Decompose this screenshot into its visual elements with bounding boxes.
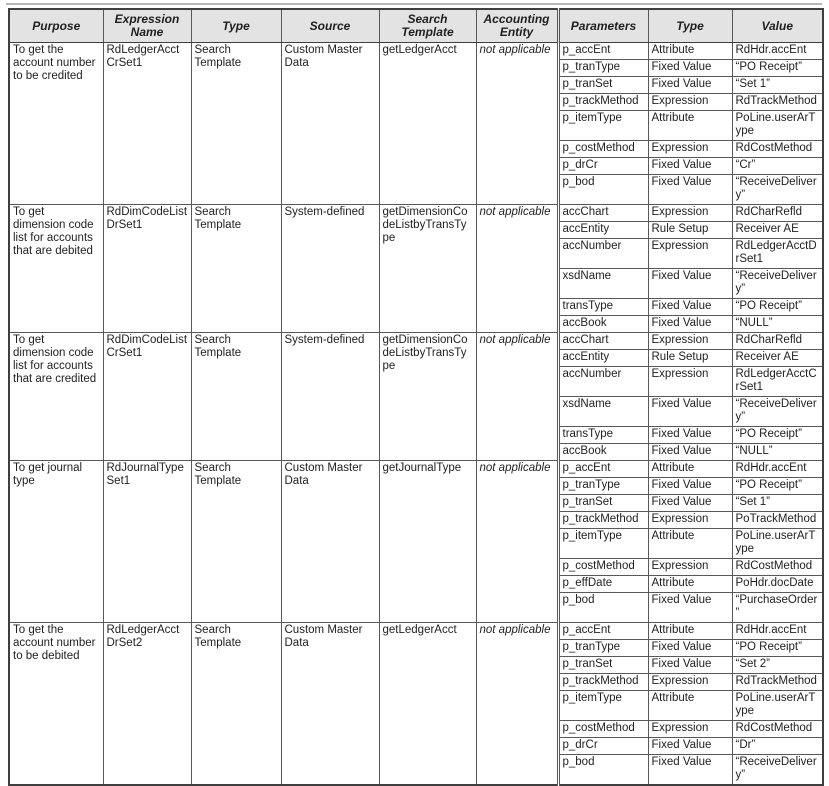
param-type-cell: Fixed Value <box>648 175 732 205</box>
param-type-cell: Expression <box>648 512 732 529</box>
param-type-cell: Expression <box>648 141 732 158</box>
param-type-cell: Expression <box>648 674 732 691</box>
param-name-cell: p_bod <box>558 175 648 205</box>
param-type-cell: Expression <box>648 239 732 269</box>
param-type-cell: Expression <box>648 205 732 222</box>
accounting-entity-cell: not applicable <box>476 205 558 333</box>
param-name-cell: xsdName <box>558 269 648 299</box>
col-header-parameters: Parameters <box>558 9 648 43</box>
param-type-cell: Attribute <box>648 111 732 141</box>
accounting-entity-cell: not applicable <box>476 461 558 623</box>
param-value-cell: RdLedgerAcctCrSet1 <box>732 367 823 397</box>
param-value-cell: RdHdr.accEnt <box>732 43 823 60</box>
source-cell: Custom Master Data <box>281 623 379 786</box>
table-row <box>9 205 823 222</box>
param-value-cell: “PO Receipt” <box>732 478 823 495</box>
param-type-cell: Fixed Value <box>648 397 732 427</box>
header-row <box>9 9 823 43</box>
expression-definitions-table <box>8 8 824 786</box>
col-header-source: Source <box>281 9 379 43</box>
col-header-expression-name: Expression Name <box>103 9 191 43</box>
param-type-cell: Fixed Value <box>648 444 732 461</box>
param-type-cell: Fixed Value <box>648 478 732 495</box>
col-header-param-type: Type <box>648 9 732 43</box>
param-value-cell: PoHdr.docDate <box>732 576 823 593</box>
param-value-cell: “PO Receipt” <box>732 299 823 316</box>
param-name-cell: transType <box>558 427 648 444</box>
source-cell: Custom Master Data <box>281 461 379 623</box>
param-type-cell: Attribute <box>648 43 732 60</box>
param-type-cell: Attribute <box>648 576 732 593</box>
param-value-cell: RdHdr.accEnt <box>732 623 823 640</box>
param-type-cell: Attribute <box>648 461 732 478</box>
param-type-cell: Rule Setup <box>648 350 732 367</box>
param-value-cell: RdCharRefld <box>732 205 823 222</box>
param-name-cell: accNumber <box>558 367 648 397</box>
param-name-cell: p_tranType <box>558 640 648 657</box>
param-type-cell: Fixed Value <box>648 427 732 444</box>
col-header-purpose: Purpose <box>9 9 103 43</box>
param-value-cell: “Dr” <box>732 738 823 755</box>
param-name-cell: p_bod <box>558 755 648 786</box>
param-name-cell: p_trackMethod <box>558 674 648 691</box>
param-value-cell: “NULL” <box>732 316 823 333</box>
param-name-cell: accEntity <box>558 222 648 239</box>
param-value-cell: “ReceiveDelivery” <box>732 269 823 299</box>
param-value-cell: “Set 2” <box>732 657 823 674</box>
param-value-cell: “Set 1” <box>732 495 823 512</box>
param-name-cell: accBook <box>558 316 648 333</box>
param-type-cell: Expression <box>648 94 732 111</box>
col-header-type: Type <box>191 9 281 43</box>
param-value-cell: RdTrackMethod <box>732 94 823 111</box>
param-value-cell: PoLine.userArType <box>732 111 823 141</box>
param-value-cell: Receiver AE <box>732 222 823 239</box>
param-value-cell: “PurchaseOrder” <box>732 593 823 623</box>
param-name-cell: accBook <box>558 444 648 461</box>
param-type-cell: Fixed Value <box>648 738 732 755</box>
param-type-cell: Fixed Value <box>648 495 732 512</box>
param-type-cell: Fixed Value <box>648 299 732 316</box>
param-name-cell: p_tranSet <box>558 657 648 674</box>
param-value-cell: “ReceiveDelivery” <box>732 755 823 786</box>
table-row <box>9 623 823 640</box>
param-value-cell: Receiver AE <box>732 350 823 367</box>
param-name-cell: accChart <box>558 333 648 350</box>
param-value-cell: RdLedgerAcctDrSet1 <box>732 239 823 269</box>
param-name-cell: transType <box>558 299 648 316</box>
source-cell: System-defined <box>281 205 379 333</box>
param-name-cell: p_effDate <box>558 576 648 593</box>
param-value-cell: PoTrackMethod <box>732 512 823 529</box>
purpose-cell: To get the account number to be credited <box>9 43 103 205</box>
param-value-cell: “NULL” <box>732 444 823 461</box>
param-name-cell: p_itemType <box>558 529 648 559</box>
type-cell: Search Template <box>191 205 281 333</box>
param-name-cell: p_trackMethod <box>558 94 648 111</box>
param-type-cell: Expression <box>648 333 732 350</box>
param-name-cell: p_costMethod <box>558 559 648 576</box>
purpose-cell: To get journal type <box>9 461 103 623</box>
param-value-cell: “Cr” <box>732 158 823 175</box>
search-template-cell: getJournalType <box>379 461 476 623</box>
param-name-cell: accChart <box>558 205 648 222</box>
param-value-cell: PoLine.userArType <box>732 529 823 559</box>
table-row <box>9 333 823 350</box>
param-name-cell: p_itemType <box>558 111 648 141</box>
purpose-cell: To get dimension code list for accounts that are debited <box>9 205 103 333</box>
param-type-cell: Attribute <box>648 529 732 559</box>
param-name-cell: p_tranSet <box>558 495 648 512</box>
type-cell: Search Template <box>191 333 281 461</box>
param-name-cell: p_itemType <box>558 691 648 721</box>
expression-name-cell: RdDimCodeListDrSet1 <box>103 205 191 333</box>
purpose-cell: To get the account number to be debited <box>9 623 103 786</box>
param-type-cell: Fixed Value <box>648 158 732 175</box>
table-row <box>9 43 823 60</box>
param-name-cell: xsdName <box>558 397 648 427</box>
accounting-entity-cell: not applicable <box>476 43 558 205</box>
param-name-cell: accNumber <box>558 239 648 269</box>
param-value-cell: RdCostMethod <box>732 141 823 158</box>
param-type-cell: Fixed Value <box>648 269 732 299</box>
param-value-cell: RdTrackMethod <box>732 674 823 691</box>
param-name-cell: accEntity <box>558 350 648 367</box>
accounting-entity-cell: not applicable <box>476 333 558 461</box>
param-name-cell: p_drCr <box>558 738 648 755</box>
param-type-cell: Fixed Value <box>648 755 732 786</box>
expression-name-cell: RdJournalTypeSet1 <box>103 461 191 623</box>
param-name-cell: p_bod <box>558 593 648 623</box>
param-name-cell: p_tranSet <box>558 77 648 94</box>
search-template-cell: getLedgerAcct <box>379 623 476 786</box>
param-value-cell: “PO Receipt” <box>732 640 823 657</box>
param-name-cell: p_trackMethod <box>558 512 648 529</box>
param-name-cell: p_accEnt <box>558 461 648 478</box>
expression-name-cell: RdDimCodeListCrSet1 <box>103 333 191 461</box>
param-type-cell: Fixed Value <box>648 640 732 657</box>
type-cell: Search Template <box>191 623 281 786</box>
param-name-cell: p_costMethod <box>558 721 648 738</box>
param-value-cell: “Set 1” <box>732 77 823 94</box>
accounting-entity-cell: not applicable <box>476 623 558 786</box>
param-name-cell: p_drCr <box>558 158 648 175</box>
param-name-cell: p_costMethod <box>558 141 648 158</box>
param-type-cell: Attribute <box>648 691 732 721</box>
param-type-cell: Fixed Value <box>648 60 732 77</box>
purpose-cell: To get dimension code list for accounts that are credited <box>9 333 103 461</box>
type-cell: Search Template <box>191 43 281 205</box>
col-header-value: Value <box>732 9 823 43</box>
page-top-rule <box>6 3 822 5</box>
param-value-cell: RdHdr.accEnt <box>732 461 823 478</box>
param-value-cell: “ReceiveDelivery” <box>732 397 823 427</box>
param-type-cell: Rule Setup <box>648 222 732 239</box>
source-cell: Custom Master Data <box>281 43 379 205</box>
expression-name-cell: RdLedgerAcctDrSet2 <box>103 623 191 786</box>
param-type-cell: Fixed Value <box>648 77 732 94</box>
param-value-cell: RdCostMethod <box>732 721 823 738</box>
param-type-cell: Fixed Value <box>648 657 732 674</box>
param-value-cell: PoLine.userArType <box>732 691 823 721</box>
param-type-cell: Expression <box>648 367 732 397</box>
search-template-cell: getDimensionCodeListbyTransType <box>379 205 476 333</box>
param-type-cell: Fixed Value <box>648 593 732 623</box>
search-template-cell: getDimensionCodeListbyTransType <box>379 333 476 461</box>
col-header-search-template: Search Template <box>379 9 476 43</box>
table-row <box>9 461 823 478</box>
param-name-cell: p_tranType <box>558 478 648 495</box>
param-type-cell: Expression <box>648 559 732 576</box>
param-name-cell: p_accEnt <box>558 623 648 640</box>
param-type-cell: Fixed Value <box>648 316 732 333</box>
param-value-cell: “PO Receipt” <box>732 60 823 77</box>
col-header-accounting-entity: Accounting Entity <box>476 9 558 43</box>
source-cell: System-defined <box>281 333 379 461</box>
param-type-cell: Attribute <box>648 623 732 640</box>
type-cell: Search Template <box>191 461 281 623</box>
param-value-cell: “PO Receipt” <box>732 427 823 444</box>
param-type-cell: Expression <box>648 721 732 738</box>
search-template-cell: getLedgerAcct <box>379 43 476 205</box>
param-value-cell: “ReceiveDelivery” <box>732 175 823 205</box>
param-name-cell: p_accEnt <box>558 43 648 60</box>
param-name-cell: p_tranType <box>558 60 648 77</box>
param-value-cell: RdCharRefld <box>732 333 823 350</box>
param-value-cell: RdCostMethod <box>732 559 823 576</box>
expression-name-cell: RdLedgerAcctCrSet1 <box>103 43 191 205</box>
